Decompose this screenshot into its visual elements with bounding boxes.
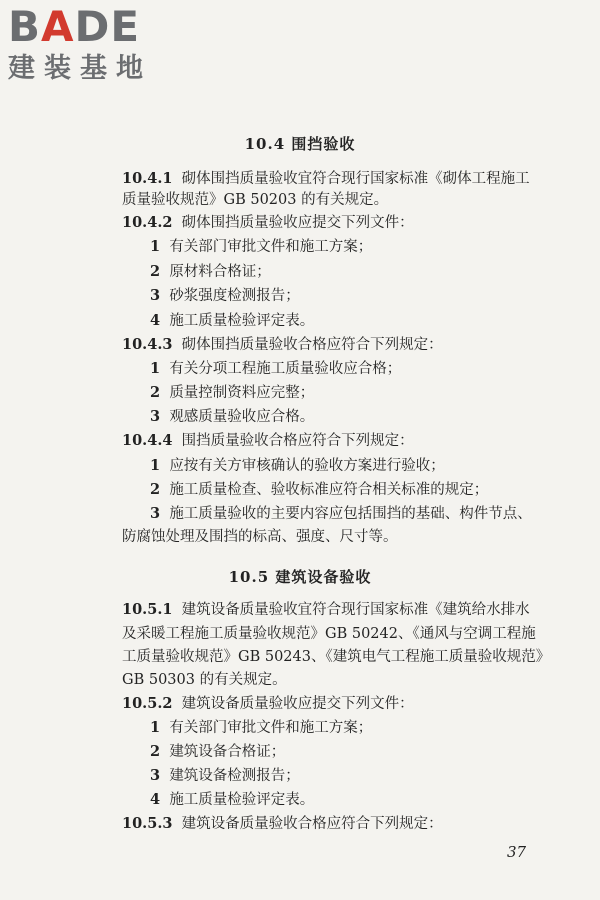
- item-text: 建筑设备检测报告；: [169, 768, 300, 784]
- item-number: 1: [150, 719, 161, 736]
- item-number: 2: [150, 263, 161, 280]
- item-text: 施工质量验收的主要内容应包括围挡的基础、构件节点、: [169, 506, 532, 522]
- list-item: [150, 407, 314, 427]
- page-number: 37: [507, 843, 527, 861]
- clause-number: 10.5.2: [122, 695, 173, 712]
- logo-wordmark: BADE: [8, 2, 141, 51]
- item-text: 砂浆强度检测报告；: [169, 288, 300, 304]
- item-number: 4: [150, 791, 161, 808]
- item-number: 1: [150, 457, 161, 474]
- clause-number: 10.4.3: [122, 336, 173, 353]
- list-item: [150, 742, 285, 762]
- item-text: 质量控制资料应完整；: [169, 385, 315, 401]
- clause-10-5-3: [122, 814, 443, 834]
- item-number: 2: [150, 481, 161, 498]
- clause-text: 砌体围挡质量验收应提交下列文件：: [181, 215, 414, 231]
- clause-number: 10.4.1: [122, 170, 173, 187]
- clause-number: 10.5.3: [122, 815, 173, 832]
- clause-10-4-4: [122, 431, 414, 451]
- clause-number: 10.4.2: [122, 214, 173, 231]
- list-item: [150, 359, 401, 379]
- list-item: [150, 790, 314, 810]
- clause-text: 围挡质量验收合格应符合下列规定：: [181, 433, 414, 449]
- list-item: [150, 456, 445, 476]
- list-item: [150, 480, 488, 500]
- item-number: 1: [150, 238, 161, 255]
- item-text: 应按有关方审核确认的验收方案进行验收；: [169, 458, 445, 474]
- item-number: 3: [150, 408, 161, 425]
- list-item: [150, 286, 300, 306]
- item-text: 原材料合格证；: [169, 264, 271, 280]
- item-number: 2: [150, 384, 161, 401]
- list-item: [150, 262, 271, 282]
- clause-number: 10.4.4: [122, 432, 173, 449]
- item-text: 建筑设备合格证；: [169, 744, 286, 760]
- clause-10-4-1: [122, 169, 530, 189]
- list-item: [150, 383, 314, 403]
- clause-10-5-1-cont: 工质量验收规范》GB 50243、《建筑电气工程施工质量验收规范》: [122, 649, 551, 665]
- list-item: [150, 766, 300, 786]
- item-number: 1: [150, 360, 161, 377]
- clause-text: 建筑设备质量验收合格应符合下列规定：: [181, 816, 443, 832]
- clause-10-4-1-cont: 质量验收规范》GB 50203 的有关规定。: [122, 192, 389, 208]
- section-title-10-4: 10.4 围挡验收: [244, 135, 356, 153]
- clause-text: 建筑设备质量验收应提交下列文件：: [181, 696, 414, 712]
- logo-subtitle: 建装基地: [8, 53, 152, 84]
- bade-logo: [8, 4, 178, 86]
- clause-text: 砌体围挡质量验收宜符合现行国家标准《砌体工程施工: [181, 171, 530, 187]
- section-title-10-5: 10.5 建筑设备验收: [228, 568, 372, 586]
- list-item: [150, 311, 314, 331]
- item-text: 有关部门审批文件和施工方案；: [169, 720, 373, 736]
- list-item: [150, 504, 532, 524]
- item-text: 施工质量检验评定表。: [169, 792, 315, 808]
- clause-10-5-2: [122, 694, 414, 714]
- clause-10-4-2: [122, 213, 414, 233]
- clause-10-5-1-cont: GB 50303 的有关规定。: [122, 672, 287, 688]
- item-text: 有关分项工程施工质量验收应合格；: [169, 361, 402, 377]
- item-text: 观感质量验收应合格。: [169, 409, 315, 425]
- clause-10-5-1: [122, 600, 530, 620]
- list-item: [150, 237, 372, 257]
- item-text: 有关部门审批文件和施工方案；: [169, 239, 373, 255]
- clause-number: 10.5.1: [122, 601, 173, 618]
- item-text: 施工质量检验评定表。: [169, 313, 315, 329]
- list-item: [150, 718, 372, 738]
- item-number: 3: [150, 505, 161, 522]
- item-number: 3: [150, 287, 161, 304]
- clause-10-4-3: [122, 335, 443, 355]
- item-text: 施工质量检查、验收标准应符合相关标准的规定；: [169, 482, 489, 498]
- item-number: 3: [150, 767, 161, 784]
- clause-10-5-1-cont: 及采暖工程施工质量验收规范》GB 50242、《通风与空调工程施: [122, 626, 536, 642]
- item-number: 4: [150, 312, 161, 329]
- clause-text: 建筑设备质量验收宜符合现行国家标准《建筑给水排水: [181, 602, 530, 618]
- item-number: 2: [150, 743, 161, 760]
- list-item-cont: 防腐蚀处理及围挡的标高、强度、尺寸等。: [122, 529, 398, 545]
- clause-text: 砌体围挡质量验收合格应符合下列规定：: [181, 337, 443, 353]
